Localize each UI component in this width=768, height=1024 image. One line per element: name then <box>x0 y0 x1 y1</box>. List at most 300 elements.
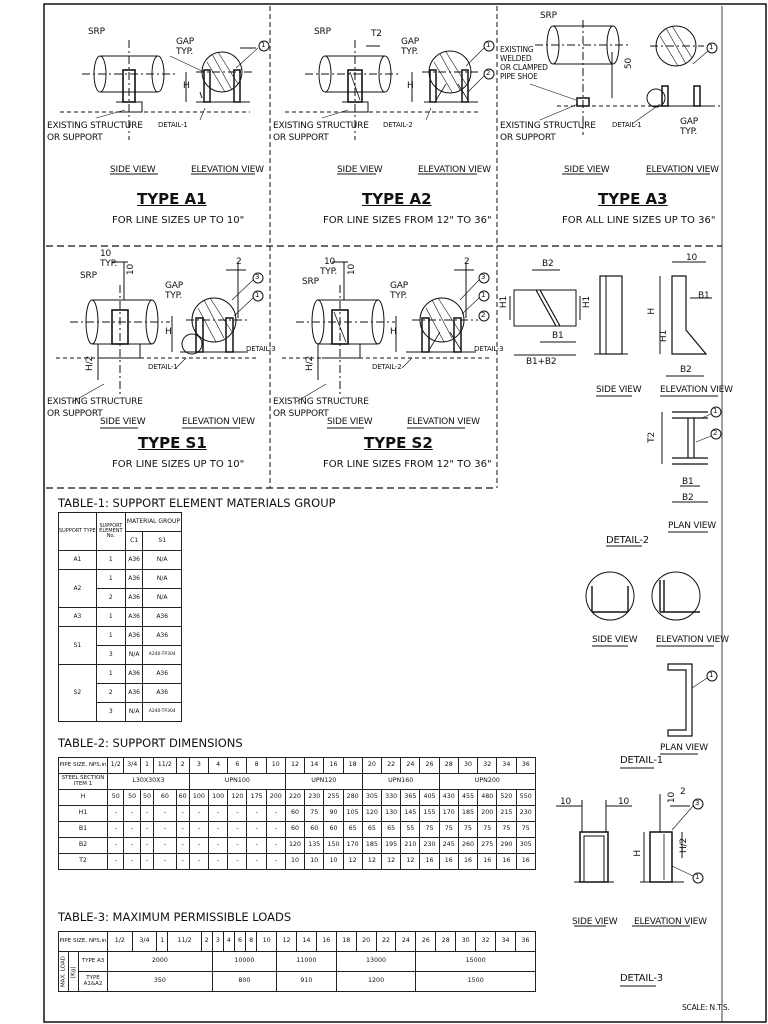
t2-cell: - <box>140 838 153 854</box>
detail-3-title: DETAIL-3 <box>620 973 663 984</box>
s1-gap-label: GAP <box>165 281 183 291</box>
t3-size-cell: 6 <box>234 932 245 952</box>
t2-size-cell: 30 <box>458 758 477 774</box>
t2-cell: - <box>124 806 140 822</box>
t2-cell: 12 <box>382 854 401 870</box>
t2-cell: 405 <box>420 790 439 806</box>
t2-cell: 230 <box>516 806 535 822</box>
t2-cell: 90 <box>324 806 343 822</box>
a2-gap-label: GAP <box>401 37 419 47</box>
t3-size-cell: 3 <box>212 932 223 952</box>
t2-cell: - <box>124 822 140 838</box>
t2-size-cell: 14 <box>305 758 324 774</box>
s1-support-label: OR SUPPORT <box>47 409 103 419</box>
d2-b1b2: B1+B2 <box>526 357 557 367</box>
a2-elevation-view: ELEVATION VIEW <box>418 165 491 175</box>
t2-row <box>59 854 536 870</box>
t3-size-cell: 12 <box>277 932 297 952</box>
d3-dim-10-top: 10 <box>667 792 677 804</box>
d1-elevation-view: ELEVATION VIEW <box>656 635 729 645</box>
table-1-title: TABLE-1: SUPPORT ELEMENT MATERIALS GROUP <box>58 496 336 510</box>
s2-detail-2-label: DETAIL-2 <box>372 363 402 371</box>
t3-type-label: TYPE A3 <box>79 952 108 972</box>
t2-cell: - <box>266 838 285 854</box>
t2-size-cell: 1 <box>140 758 153 774</box>
t1-cell-s1: A36 <box>143 608 182 627</box>
type-a2-title: TYPE A2 <box>362 190 432 208</box>
t2-size-cell: 2 <box>176 758 189 774</box>
detail-1-drawing <box>586 572 717 768</box>
type-a2-drawing <box>285 37 494 174</box>
t1-cell-c1: A36 <box>125 627 143 646</box>
s1-typ2-label: TYP. <box>165 291 183 301</box>
a2-support-label: OR SUPPORT <box>273 133 329 143</box>
t2-cell: - <box>228 806 247 822</box>
s2-elevation-view: ELEVATION VIEW <box>407 417 480 427</box>
t2-cell: 65 <box>343 822 362 838</box>
t2-cell: 145 <box>401 806 420 822</box>
t2-cell: 12 <box>362 854 381 870</box>
t3-size-cell: 20 <box>356 932 376 952</box>
t2-cell: - <box>189 838 208 854</box>
a2-h-label: H <box>407 81 414 91</box>
t3-cell: 2000 <box>108 952 213 972</box>
t2-cell: 150 <box>324 838 343 854</box>
t2-cell: 365 <box>401 790 420 806</box>
t2-cell: 120 <box>228 790 247 806</box>
t3-body <box>59 952 536 992</box>
t2-cell: - <box>209 822 228 838</box>
t1-row <box>59 627 182 646</box>
t2-cell: - <box>124 838 140 854</box>
t2-cell: 430 <box>439 790 458 806</box>
t2-size-cell: 32 <box>478 758 497 774</box>
t2-cell: 195 <box>382 838 401 854</box>
t2-cell: - <box>154 838 176 854</box>
t2-cell: 16 <box>420 854 439 870</box>
t2-cell: 50 <box>140 790 153 806</box>
d3-elevation-view: ELEVATION VIEW <box>634 917 707 927</box>
a2-t2-label: T2 <box>371 29 382 39</box>
t2-cell: 280 <box>343 790 362 806</box>
s2-srp-label: SRP <box>302 277 319 287</box>
s2-side-view: SIDE VIEW <box>327 417 373 427</box>
a2-srp-label: SRP <box>314 27 331 37</box>
t2-cell: - <box>189 854 208 870</box>
t2-cell: 245 <box>439 838 458 854</box>
t2-cell: - <box>154 854 176 870</box>
t2-size-cell: 10 <box>266 758 285 774</box>
detail-2-title: DETAIL-2 <box>606 535 649 546</box>
t2-cell: 120 <box>285 838 304 854</box>
t2-size-cell: 26 <box>420 758 439 774</box>
callout-1-s1: 1 <box>255 291 260 299</box>
a1-elevation-view: ELEVATION VIEW <box>191 165 264 175</box>
t2-cell: 50 <box>108 790 124 806</box>
t1-cell-c1: A36 <box>125 684 143 703</box>
a3-shoe-note-1: EXISTING <box>500 45 534 54</box>
a3-srp-label: SRP <box>540 11 557 21</box>
s2-existing-label: EXISTING STRUCTURE <box>273 397 369 407</box>
t2-cell: - <box>266 806 285 822</box>
a3-detail-label: DETAIL-1 <box>612 121 642 129</box>
s2-h-label: H <box>390 327 397 337</box>
t2-size-cell: 8 <box>247 758 266 774</box>
t1-cell-c1: A36 <box>125 608 143 627</box>
t1-row <box>59 665 182 684</box>
t3-size-cell: 8 <box>246 932 257 952</box>
t2-cell: 16 <box>458 854 477 870</box>
table-2 <box>58 757 536 870</box>
t2-size-row <box>59 758 536 774</box>
t3-size-cell: 32 <box>476 932 496 952</box>
s1-elevation-view: ELEVATION VIEW <box>182 417 255 427</box>
d3-h-label: H <box>633 850 643 857</box>
type-s2-title: TYPE S2 <box>364 434 433 452</box>
t2-section-cell: UPN120 <box>285 774 362 790</box>
t2-cell: 10 <box>285 854 304 870</box>
t3-cell: 350 <box>108 972 213 992</box>
a1-typ-label: TYP. <box>176 47 194 57</box>
s1-dim-10: 10 <box>126 264 136 276</box>
t3-size-cell: 3/4 <box>132 932 157 952</box>
t3-size-cell: 36 <box>515 932 535 952</box>
t1-row <box>59 551 182 570</box>
s1-dim-2: 2 <box>236 257 242 267</box>
t2-cell: 480 <box>478 790 497 806</box>
t1-h-s1: S1 <box>143 532 182 551</box>
callout-1-a2: 1 <box>486 41 491 49</box>
type-a1-subtitle: FOR LINE SIZES UP TO 10" <box>112 215 245 226</box>
t2-cell: 10 <box>324 854 343 870</box>
t2-cell: - <box>247 806 266 822</box>
t3-cell: 1200 <box>336 972 416 992</box>
s1-side-view: SIDE VIEW <box>100 417 146 427</box>
t2-size-cell: 16 <box>324 758 343 774</box>
t1-cell-elem: 2 <box>96 684 125 703</box>
t3-size-cell: 1 <box>157 932 168 952</box>
t2-cell: - <box>228 838 247 854</box>
t2-cell: 290 <box>497 838 516 854</box>
t3-size-cell: 30 <box>456 932 476 952</box>
t2-cell: 175 <box>247 790 266 806</box>
callout-3-d3: 3 <box>695 799 700 807</box>
t2-cell: 305 <box>362 790 381 806</box>
a3-shoe-note-4: PIPE SHOE <box>500 72 538 81</box>
t2-cell: 75 <box>497 822 516 838</box>
t3-cell: 10000 <box>212 952 276 972</box>
callout-1-s2: 1 <box>481 291 486 299</box>
t2-size-cell: 24 <box>401 758 420 774</box>
t2-cell: 12 <box>401 854 420 870</box>
t1-cell-s1: A36 <box>143 684 182 703</box>
t3-size-cell: 2 <box>201 932 212 952</box>
t2-cell: 120 <box>362 806 381 822</box>
t2-cell: - <box>176 806 189 822</box>
t2-row-label: H <box>59 790 108 806</box>
t2-size-cell: 12 <box>285 758 304 774</box>
t3-h-size: PIPE SIZE, NPS,in <box>59 932 108 952</box>
t1-body <box>59 551 182 722</box>
t2-cell: 275 <box>478 838 497 854</box>
d2-h1-left: H1 <box>499 296 509 309</box>
table-2-title: TABLE-2: SUPPORT DIMENSIONS <box>58 736 243 750</box>
t1-cell-elem: 1 <box>96 551 125 570</box>
type-a3-title: TYPE A3 <box>598 190 668 208</box>
t2-cell: - <box>189 806 208 822</box>
t2-section-cell: UPN100 <box>189 774 285 790</box>
t3-size-cell: 22 <box>376 932 396 952</box>
type-a3-subtitle: FOR ALL LINE SIZES UP TO 36" <box>562 215 716 226</box>
type-s1-subtitle: FOR LINE SIZES UP TO 10" <box>112 459 245 470</box>
t2-cell: - <box>176 822 189 838</box>
detail-3-drawing <box>556 794 703 986</box>
a3-typ-label: TYP. <box>680 127 698 137</box>
s1-h-half-label: H/2 <box>85 356 95 371</box>
t3-size-cell: 34 <box>496 932 516 952</box>
callout-2-a2: 2 <box>486 69 491 77</box>
t2-cell: 75 <box>458 822 477 838</box>
s2-detail-3-label: DETAIL-3 <box>474 345 504 353</box>
t1-cell-s1: A36 <box>143 627 182 646</box>
a3-shoe-note-3: OR CLAMPED <box>500 63 548 72</box>
a1-support-label: OR SUPPORT <box>47 133 103 143</box>
t1-cell-s1: A240-TP304 <box>143 703 182 722</box>
d2-b1-bottom: B1 <box>552 331 564 341</box>
t3-size-cell: 4 <box>223 932 234 952</box>
t1-cell-elem: 1 <box>96 570 125 589</box>
t1-cell-c1: A36 <box>125 570 143 589</box>
t2-size-cell: 34 <box>497 758 516 774</box>
s2-dim-2: 2 <box>464 257 470 267</box>
t2-cell: 230 <box>420 838 439 854</box>
t2-cell: - <box>176 854 189 870</box>
t2-cell: 170 <box>439 806 458 822</box>
t2-cell: 155 <box>420 806 439 822</box>
t2-cell: 455 <box>458 790 477 806</box>
t1-cell-s1: A36 <box>143 665 182 684</box>
t2-row <box>59 838 536 854</box>
t2-size-cell: 3 <box>189 758 208 774</box>
t2-cell: 16 <box>439 854 458 870</box>
t1-cell-c1: A36 <box>125 551 143 570</box>
t3-type-label: TYPE A1&A2 <box>79 972 108 992</box>
t2-cell: 520 <box>497 790 516 806</box>
table-1 <box>58 512 182 722</box>
d2-t2-plan: T2 <box>647 432 657 443</box>
type-a1-drawing <box>60 37 269 174</box>
t2-cell: 135 <box>305 838 324 854</box>
t2-cell: - <box>266 854 285 870</box>
table-3-title: TABLE-3: MAXIMUM PERMISSIBLE LOADS <box>58 910 292 924</box>
type-a3-drawing <box>530 20 720 174</box>
t1-cell-s1: N/A <box>143 589 182 608</box>
t2-cell: - <box>140 822 153 838</box>
t2-cell: 75 <box>478 822 497 838</box>
a2-typ-label: TYP. <box>401 47 419 57</box>
t2-cell: 305 <box>516 838 535 854</box>
a3-shoe-note-2: WELDED <box>500 54 532 63</box>
t2-size-cell: 11/2 <box>154 758 176 774</box>
t2-body <box>59 790 536 870</box>
a3-elevation-view: ELEVATION VIEW <box>646 165 719 175</box>
t3-cell: 800 <box>212 972 276 992</box>
t2-cell: 75 <box>420 822 439 838</box>
callout-3-s2: 3 <box>481 273 486 281</box>
a3-support-label: OR SUPPORT <box>500 133 556 143</box>
t1-cell-type: A2 <box>59 570 97 608</box>
t2-cell: 210 <box>401 838 420 854</box>
t3-size-cell: 18 <box>336 932 356 952</box>
s2-ten-label: 10 <box>324 257 336 267</box>
t3-cell: 13000 <box>336 952 416 972</box>
t3-size-cell: 16 <box>316 932 336 952</box>
t1-h-group: MATERIAL GROUP <box>125 513 181 532</box>
d2-b1-plan: B1 <box>682 477 694 487</box>
a3-gap-label: GAP <box>680 117 698 127</box>
t2-cell: 60 <box>285 822 304 838</box>
t2-cell: 255 <box>324 790 343 806</box>
a1-detail-label: DETAIL-1 <box>158 121 188 129</box>
t2-cell: - <box>189 822 208 838</box>
t1-row <box>59 608 182 627</box>
callout-1-d1: 1 <box>709 671 714 679</box>
t1-cell-s1: N/A <box>143 570 182 589</box>
t2-section-cell: L30X30X3 <box>108 774 190 790</box>
t2-cell: - <box>140 854 153 870</box>
t2-cell: 130 <box>382 806 401 822</box>
t2-cell: 65 <box>382 822 401 838</box>
t2-cell: - <box>266 822 285 838</box>
t2-cell: 230 <box>305 790 324 806</box>
t2-cell: - <box>154 822 176 838</box>
a2-detail-label: DETAIL-2 <box>383 121 413 129</box>
t2-cell: 200 <box>478 806 497 822</box>
s1-ten-label: 10 <box>100 249 112 259</box>
t2-cell: - <box>209 838 228 854</box>
callout-1-d3: 1 <box>695 873 700 881</box>
t2-cell: - <box>228 854 247 870</box>
t1-cell-type: A3 <box>59 608 97 627</box>
t2-cell: 215 <box>497 806 516 822</box>
t3-size-cell: 1/2 <box>108 932 133 952</box>
t2-section-cell: UPN200 <box>439 774 535 790</box>
a3-dim-50: 50 <box>624 58 634 70</box>
t2-cell: 75 <box>305 806 324 822</box>
type-s2-subtitle: FOR LINE SIZES FROM 12" TO 36" <box>323 459 492 470</box>
t2-cell: 16 <box>497 854 516 870</box>
detail-2-drawing <box>510 259 721 546</box>
t3-cell: 11000 <box>277 952 337 972</box>
t2-cell: - <box>108 806 124 822</box>
t2-cell: - <box>154 806 176 822</box>
a1-gap-label: GAP <box>176 37 194 47</box>
t1-cell-elem: 3 <box>96 646 125 665</box>
type-a1-title: TYPE A1 <box>137 190 207 208</box>
callout-2-d2: 2 <box>713 429 718 437</box>
a1-side-view: SIDE VIEW <box>110 165 156 175</box>
t2-cell: - <box>228 822 247 838</box>
t2-cell: 12 <box>343 854 362 870</box>
t1-h-elem: SUPPORT ELEMENT No. <box>96 513 125 551</box>
t3-row <box>59 952 536 972</box>
callout-3-s1: 3 <box>255 273 260 281</box>
d2-b2-top: B2 <box>542 259 554 269</box>
t1-cell-c1: A36 <box>125 665 143 684</box>
t2-cell: - <box>209 806 228 822</box>
t3-size-cell: 14 <box>296 932 316 952</box>
t2-cell: 60 <box>324 822 343 838</box>
t3-row <box>59 972 536 992</box>
callout-1-a1: 1 <box>261 41 266 49</box>
a2-side-view: SIDE VIEW <box>337 165 383 175</box>
t2-cell: 55 <box>401 822 420 838</box>
t2-row-label: B1 <box>59 822 108 838</box>
t2-size-cell: 3/4 <box>124 758 140 774</box>
t2-cell: 60 <box>154 790 176 806</box>
t2-cell: - <box>108 854 124 870</box>
t2-cell: 16 <box>516 854 535 870</box>
t2-cell: 100 <box>209 790 228 806</box>
t2-cell: 60 <box>285 806 304 822</box>
d2-dim-10: 10 <box>686 253 698 263</box>
t2-cell: 60 <box>176 790 189 806</box>
t3-size-cell: 11/2 <box>168 932 201 952</box>
t2-size-cell: 22 <box>382 758 401 774</box>
t3-size-cell: 26 <box>416 932 436 952</box>
t2-size-cell: 4 <box>209 758 228 774</box>
t2-section-cell: UPN160 <box>362 774 439 790</box>
t2-cell: 200 <box>266 790 285 806</box>
t1-cell-elem: 2 <box>96 589 125 608</box>
d2-h1-elev: H1 <box>659 330 669 343</box>
d2-b2-plan: B2 <box>682 493 694 503</box>
t1-cell-c1: N/A <box>125 646 143 665</box>
t2-section-row <box>59 774 536 790</box>
a1-h-label: H <box>183 81 190 91</box>
t2-cell: 75 <box>516 822 535 838</box>
t1-cell-s1: N/A <box>143 551 182 570</box>
t2-cell: 105 <box>343 806 362 822</box>
d2-b1-elev: B1 <box>698 291 710 301</box>
t2-row <box>59 822 536 838</box>
d2-plan-view: PLAN VIEW <box>668 521 716 531</box>
t2-h-size: PIPE SIZE, NPS,in <box>59 758 108 774</box>
s2-support-label: OR SUPPORT <box>273 409 329 419</box>
s1-typ-label: TYP. <box>100 259 118 269</box>
t3-size-row <box>59 932 536 952</box>
t1-cell-s1: A240-TP304 <box>143 646 182 665</box>
t2-cell: 10 <box>305 854 324 870</box>
t2-size-cell: 20 <box>362 758 381 774</box>
s1-detail-1-label: DETAIL-1 <box>148 363 178 371</box>
t2-cell: - <box>209 854 228 870</box>
d2-h1-right: H1 <box>582 296 592 309</box>
t2-row-label: T2 <box>59 854 108 870</box>
s2-typ-label: TYP. <box>320 267 338 277</box>
t2-size-cell: 18 <box>343 758 362 774</box>
s1-existing-label: EXISTING STRUCTURE <box>47 397 143 407</box>
a2-existing-label: EXISTING STRUCTURE <box>273 121 369 131</box>
t2-size-cell: 6 <box>228 758 247 774</box>
d3-dim-2: 2 <box>680 787 686 797</box>
s2-h-half-label: H/2 <box>305 356 315 371</box>
d3-dim-10-left: 10 <box>560 797 572 807</box>
t1-cell-elem: 3 <box>96 703 125 722</box>
t3-cell: 910 <box>277 972 337 992</box>
s2-typ2-label: TYP. <box>390 291 408 301</box>
t2-row <box>59 806 536 822</box>
